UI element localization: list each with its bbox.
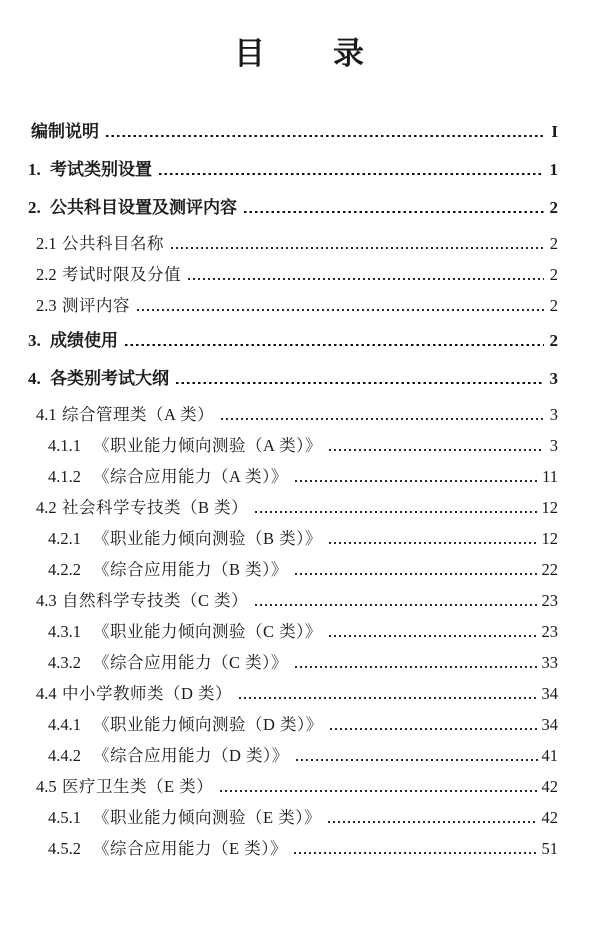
toc-entry-number: 4.2.1 <box>48 529 81 548</box>
toc-page-number: 3 <box>549 369 558 388</box>
toc-entry <box>0 647 558 678</box>
toc-page-number: 11 <box>542 467 558 486</box>
toc-dot-leader <box>244 211 544 214</box>
toc-entry-number: 4.4.2 <box>48 746 81 765</box>
toc-entry-label: 《职业能力倾向测验（B 类）》 <box>93 529 322 548</box>
toc-entry-label: 公共科目设置及测评内容 <box>50 198 237 217</box>
toc-dot-leader <box>220 790 537 792</box>
toc-entry-label: 考试时限及分值 <box>62 265 181 284</box>
toc-entry-label: 《综合应用能力（C 类）》 <box>93 653 288 672</box>
toc-entry <box>0 802 558 833</box>
toc-entry-number: 2.3 <box>36 296 57 315</box>
toc-entry <box>0 616 558 647</box>
toc-page-number: 2 <box>549 234 558 253</box>
page-title: 目 录 <box>234 36 366 71</box>
toc-dot-leader <box>255 604 537 606</box>
toc-page-number: 33 <box>541 653 558 672</box>
toc-entry <box>0 523 558 554</box>
toc-page-number: 3 <box>549 436 558 455</box>
toc-entry-label: 《综合应用能力（A 类）》 <box>93 467 288 486</box>
toc-entry <box>0 833 558 864</box>
toc-page-number: I <box>551 122 558 141</box>
toc-page-number: 1 <box>549 160 558 179</box>
toc-entry-number: 4.3.2 <box>48 653 81 672</box>
toc-page-number: 2 <box>549 265 558 284</box>
toc-entry <box>0 771 558 802</box>
toc-page-number: 3 <box>549 405 558 424</box>
toc-entry-number: 3. <box>28 331 41 350</box>
toc-dot-leader <box>295 573 538 575</box>
toc-entry-number: 4.3.1 <box>48 622 81 641</box>
toc-page-number: 12 <box>541 529 558 548</box>
toc-dot-leader <box>296 759 538 761</box>
toc-entry <box>0 740 558 771</box>
toc-entry-label: 《职业能力倾向测验（C 类）》 <box>93 622 322 641</box>
toc-entry-label: 《职业能力倾向测验（E 类）》 <box>93 808 321 827</box>
toc-page-number: 2 <box>549 331 558 350</box>
toc-entry <box>0 709 558 740</box>
toc-page-number: 34 <box>541 684 558 703</box>
toc-entry-label: 《职业能力倾向测验（D 类）》 <box>93 715 323 734</box>
toc-dot-leader <box>329 635 538 637</box>
toc-page-number: 23 <box>541 622 558 641</box>
toc-dot-leader <box>137 309 544 311</box>
toc-entry-number: 4.4 <box>36 684 57 703</box>
toc-entry <box>0 492 558 523</box>
toc-entry <box>0 554 558 585</box>
toc-dot-leader <box>106 135 544 138</box>
toc-entry <box>0 152 558 188</box>
toc-entry-label: 综合管理类（A 类） <box>62 405 215 424</box>
toc-entry-label: 编制说明 <box>31 122 99 141</box>
toc-dot-leader <box>188 278 544 280</box>
toc-entry <box>0 361 558 397</box>
toc-entry <box>0 290 558 321</box>
toc-entry <box>0 430 558 461</box>
toc-dot-leader <box>295 666 538 668</box>
toc-entry-label: 各类别考试大纲 <box>50 369 169 388</box>
toc-entry-number: 4.5.2 <box>48 839 81 858</box>
toc-entry-label: 测评内容 <box>62 296 130 315</box>
toc-dot-leader <box>159 173 544 176</box>
toc-dot-leader <box>255 511 537 513</box>
toc-dot-leader <box>125 344 544 347</box>
toc-entry-number: 4.1.2 <box>48 467 81 486</box>
toc-entry-label: 公共科目名称 <box>62 234 164 253</box>
toc-entry <box>0 190 558 226</box>
toc-entry-number: 4.5 <box>36 777 57 796</box>
toc-page-number: 42 <box>541 808 558 827</box>
toc-page-number: 12 <box>541 498 558 517</box>
toc-entry <box>0 678 558 709</box>
toc-page-number: 23 <box>541 591 558 610</box>
toc-dot-leader <box>221 418 544 420</box>
toc-entry-number: 4.3 <box>36 591 57 610</box>
toc-page-number: 2 <box>549 296 558 315</box>
toc-entry-label: 自然科学专技类（C 类） <box>62 591 249 610</box>
toc-entry-number: 4.5.1 <box>48 808 81 827</box>
toc-dot-leader <box>329 449 544 451</box>
toc-dot-leader <box>329 542 538 544</box>
toc-entry-number: 4.1 <box>36 405 57 424</box>
toc-entry-number: 2. <box>28 198 41 217</box>
toc-entry-number: 4. <box>28 369 41 388</box>
toc-entry-label: 成绩使用 <box>50 331 118 350</box>
toc-dot-leader <box>330 728 538 730</box>
toc-entry-label: 考试类别设置 <box>50 160 152 179</box>
toc-dot-leader <box>294 852 538 854</box>
toc-entry-number: 4.2.2 <box>48 560 81 579</box>
toc-entry-number: 4.2 <box>36 498 57 517</box>
toc-page-number: 2 <box>549 198 558 217</box>
toc-entry-label: 医疗卫生类（E 类） <box>62 777 214 796</box>
toc-dot-leader <box>176 382 544 385</box>
toc-entry-number: 4.1.1 <box>48 436 81 455</box>
toc-entry-number: 2.1 <box>36 234 57 253</box>
toc-entry <box>0 461 558 492</box>
toc-page-number: 41 <box>541 746 558 765</box>
toc-entry <box>0 114 558 150</box>
toc-page-number: 34 <box>541 715 558 734</box>
toc-dot-leader <box>328 821 538 823</box>
toc-entry <box>0 228 558 259</box>
toc-entry-label: 《综合应用能力（E 类）》 <box>93 839 287 858</box>
toc-entry-label: 《职业能力倾向测验（A 类）》 <box>93 436 322 455</box>
toc-page-number: 42 <box>541 777 558 796</box>
toc-dot-leader <box>295 480 538 482</box>
toc-dot-leader <box>171 247 544 249</box>
toc-dot-leader <box>239 697 537 699</box>
toc-page-number: 22 <box>541 560 558 579</box>
toc-entry <box>0 585 558 616</box>
toc-entry-number: 1. <box>28 160 41 179</box>
toc-entry <box>0 259 558 290</box>
toc-entry-label: 《综合应用能力（B 类）》 <box>93 560 288 579</box>
toc-entry <box>0 323 558 359</box>
toc-entry-label: 社会科学专技类（B 类） <box>62 498 249 517</box>
table-of-contents <box>0 114 600 864</box>
toc-entry <box>0 399 558 430</box>
toc-entry-label: 中小学教师类（D 类） <box>62 684 233 703</box>
toc-entry-label: 《综合应用能力（D 类）》 <box>93 746 289 765</box>
toc-entry-number: 2.2 <box>36 265 57 284</box>
toc-page-number: 51 <box>541 839 558 858</box>
toc-entry-number: 4.4.1 <box>48 715 81 734</box>
